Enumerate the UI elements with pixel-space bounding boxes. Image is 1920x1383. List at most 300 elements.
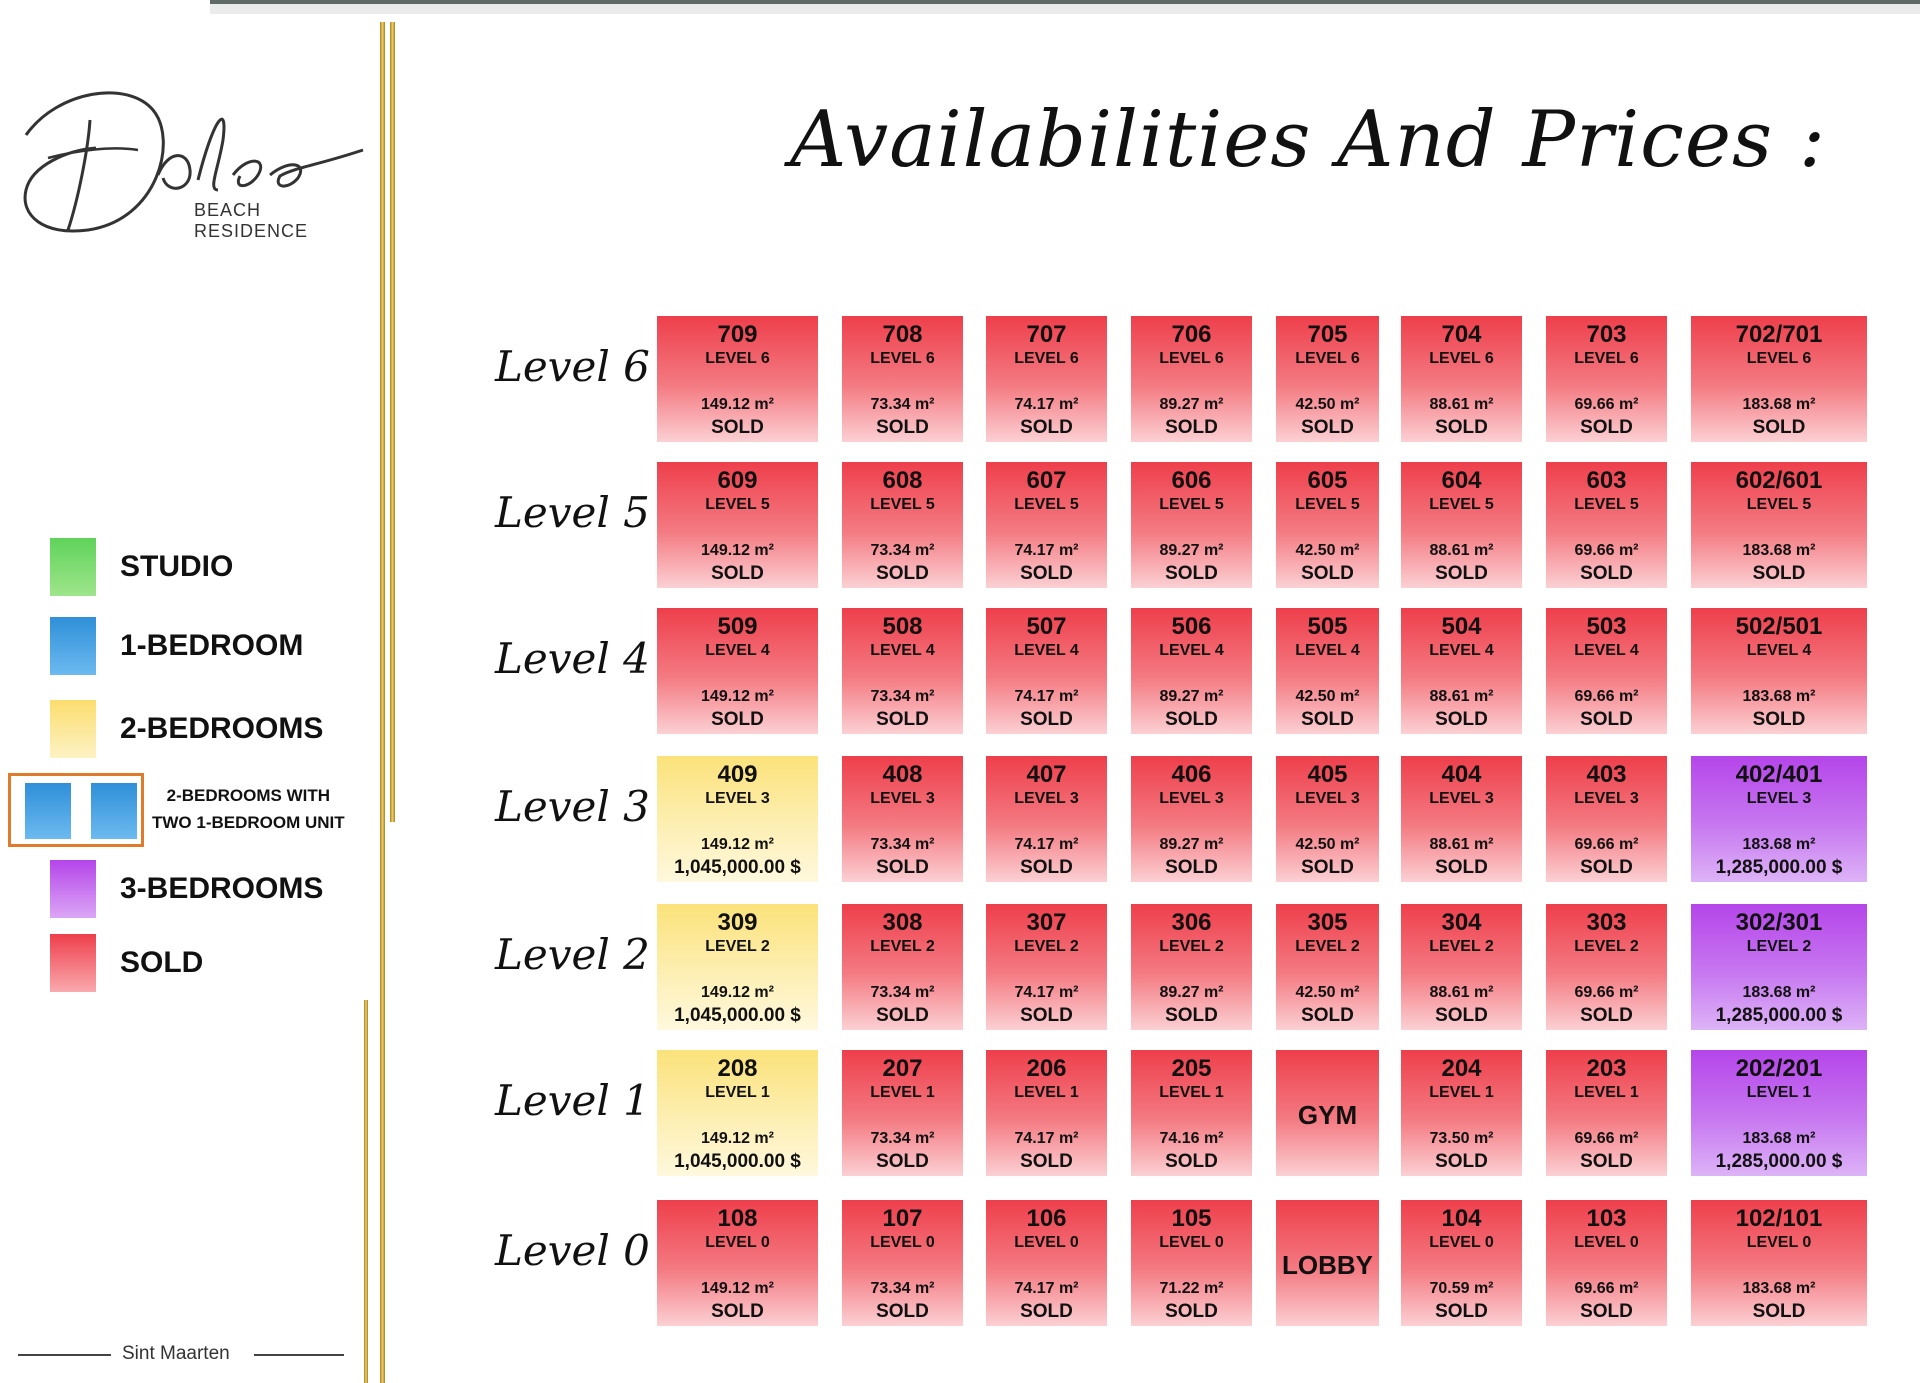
unit-area: 74.17 m² [1014, 396, 1079, 413]
unit-level: LEVEL 4 [1014, 642, 1079, 659]
legend-label: 3-BEDROOMS [120, 872, 324, 905]
unit-area: 183.68 m² [1742, 1280, 1816, 1297]
unit-level: LEVEL 0 [1159, 1234, 1224, 1251]
unit-status: SOLD [711, 563, 764, 584]
unit-number: 107 [882, 1205, 923, 1232]
unit-status: 1,045,000.00 $ [674, 1005, 801, 1026]
unit-area: 73.34 m² [870, 396, 935, 413]
unit-status: 1,045,000.00 $ [674, 857, 801, 878]
unit-status: SOLD [1020, 857, 1073, 878]
unit-area: 42.50 m² [1295, 984, 1360, 1001]
unit-level: LEVEL 4 [1295, 642, 1360, 659]
unit-level: LEVEL 4 [1159, 642, 1224, 659]
unit-number: 105 [1171, 1205, 1212, 1232]
unit-area: 183.68 m² [1742, 542, 1816, 559]
unit-status: 1,285,000.00 $ [1715, 1005, 1843, 1026]
unit-number: 309 [717, 909, 758, 936]
unit-area: 88.61 m² [1429, 984, 1494, 1001]
unit-area: 149.12 m² [701, 688, 774, 705]
unit-level: LEVEL 0 [1746, 1234, 1812, 1251]
unit-area: 183.68 m² [1742, 688, 1816, 705]
unit-number: 709 [717, 321, 758, 348]
unit-cell[interactable] [1691, 904, 1867, 1030]
unit-cell[interactable] [657, 316, 818, 442]
unit-level: LEVEL 1 [1746, 1084, 1812, 1101]
unit-number: 609 [717, 467, 758, 494]
legend-sold [50, 934, 203, 992]
unit-status: SOLD [1301, 857, 1354, 878]
unit-level: LEVEL 4 [870, 642, 935, 659]
unit-level: LEVEL 4 [1429, 642, 1494, 659]
unit-number: 503 [1586, 613, 1627, 640]
unit-number: 403 [1586, 761, 1627, 788]
amenity-cell[interactable] [1276, 1200, 1379, 1326]
unit-cell[interactable] [1546, 608, 1667, 734]
unit-level: LEVEL 6 [1159, 350, 1224, 367]
unit-level: LEVEL 3 [870, 790, 935, 807]
unit-status: SOLD [1301, 563, 1354, 584]
unit-cell[interactable] [986, 1200, 1107, 1326]
unit-area: 74.17 m² [1014, 1280, 1079, 1297]
unit-cell[interactable] [1546, 1200, 1667, 1326]
unit-status: 1,285,000.00 $ [1715, 857, 1843, 878]
unit-number: 708 [882, 321, 923, 348]
unit-area: 42.50 m² [1295, 836, 1360, 853]
unit-number: 705 [1307, 321, 1348, 348]
unit-level: LEVEL 5 [1429, 496, 1494, 513]
unit-status: SOLD [1165, 1151, 1218, 1172]
unit-cell[interactable] [1546, 756, 1667, 882]
unit-cell[interactable] [657, 756, 818, 882]
level-label: Level 0 [495, 1226, 650, 1275]
unit-level: LEVEL 6 [705, 350, 770, 367]
unit-area: 88.61 m² [1429, 836, 1494, 853]
unit-number: 502/501 [1735, 613, 1823, 640]
unit-area: 74.17 m² [1014, 984, 1079, 1001]
unit-number: 106 [1026, 1205, 1067, 1232]
unit-level: LEVEL 3 [1429, 790, 1494, 807]
unit-cell[interactable] [986, 1050, 1107, 1176]
unit-status: SOLD [711, 709, 764, 730]
unit-level: LEVEL 5 [1746, 496, 1812, 513]
unit-status: SOLD [711, 1301, 764, 1322]
unit-cell[interactable] [1131, 608, 1252, 734]
page-title: Availabilities And Prices : [790, 95, 1827, 185]
unit-level: LEVEL 0 [1429, 1234, 1494, 1251]
unit-cell[interactable] [657, 608, 818, 734]
legend-label: STUDIO [120, 550, 234, 583]
unit-level: LEVEL 3 [1295, 790, 1360, 807]
unit-level: LEVEL 2 [705, 938, 770, 955]
unit-cell[interactable] [1131, 756, 1252, 882]
unit-level: LEVEL 5 [1574, 496, 1639, 513]
unit-number: 707 [1026, 321, 1067, 348]
unit-cell[interactable] [1131, 316, 1252, 442]
footer-rule [254, 1354, 344, 1356]
unit-area: 88.61 m² [1429, 396, 1494, 413]
unit-cell[interactable] [1276, 904, 1379, 1030]
unit-cell[interactable] [1276, 316, 1379, 442]
unit-status: SOLD [1020, 417, 1073, 438]
unit-area: 89.27 m² [1159, 688, 1224, 705]
unit-cell[interactable] [842, 904, 963, 1030]
unit-number: 404 [1441, 761, 1482, 788]
unit-cell[interactable] [1546, 316, 1667, 442]
unit-status: SOLD [1580, 709, 1633, 730]
level-label: Level 1 [495, 1076, 650, 1125]
unit-cell[interactable] [842, 608, 963, 734]
unit-status: SOLD [876, 1301, 929, 1322]
unit-status: SOLD [1580, 1301, 1633, 1322]
legend-2-bedrooms [50, 700, 323, 758]
unit-level: LEVEL 0 [705, 1234, 770, 1251]
unit-number: 306 [1171, 909, 1212, 936]
legend-studio [50, 538, 233, 596]
unit-area: 74.17 m² [1014, 836, 1079, 853]
unit-status: SOLD [1752, 1301, 1806, 1322]
unit-number: 208 [717, 1055, 758, 1082]
unit-status: SOLD [1435, 1005, 1488, 1026]
unit-level: LEVEL 2 [1429, 938, 1494, 955]
unit-number: 302/301 [1735, 909, 1823, 936]
footer-rule [18, 1354, 111, 1356]
unit-status: SOLD [1165, 417, 1218, 438]
legend-1-bedroom [50, 617, 303, 675]
unit-status: SOLD [1020, 1301, 1073, 1322]
unit-level: LEVEL 5 [1159, 496, 1224, 513]
unit-area: 69.66 m² [1574, 396, 1639, 413]
unit-status: SOLD [1165, 1301, 1218, 1322]
unit-cell[interactable] [657, 1050, 818, 1176]
unit-level: LEVEL 5 [1295, 496, 1360, 513]
unit-level: LEVEL 2 [1014, 938, 1079, 955]
level-label: Level 4 [495, 634, 650, 683]
unit-status: SOLD [1752, 709, 1806, 730]
unit-status: SOLD [1435, 563, 1488, 584]
legend-combo-swatch [8, 773, 144, 847]
unit-level: LEVEL 5 [870, 496, 935, 513]
unit-area: 73.34 m² [870, 836, 935, 853]
unit-area: 183.68 m² [1742, 396, 1816, 413]
amenity-label: LOBBY [1282, 1250, 1373, 1280]
unit-area: 183.68 m² [1742, 836, 1816, 853]
unit-cell[interactable] [1401, 608, 1522, 734]
unit-level: LEVEL 2 [870, 938, 935, 955]
unit-area: 89.27 m² [1159, 542, 1224, 559]
unit-level: LEVEL 0 [1014, 1234, 1079, 1251]
unit-cell[interactable] [1276, 756, 1379, 882]
unit-number: 303 [1586, 909, 1627, 936]
unit-cell[interactable] [842, 756, 963, 882]
legend-swatch [91, 783, 137, 839]
unit-number: 205 [1171, 1055, 1212, 1082]
unit-area: 69.66 m² [1574, 984, 1639, 1001]
unit-area: 73.34 m² [870, 688, 935, 705]
legend-swatch [50, 934, 96, 992]
unit-number: 605 [1307, 467, 1348, 494]
unit-level: LEVEL 1 [1159, 1084, 1224, 1101]
unit-number: 509 [717, 613, 758, 640]
unit-cell[interactable] [986, 316, 1107, 442]
unit-cell[interactable] [842, 462, 963, 588]
unit-cell[interactable] [1546, 904, 1667, 1030]
unit-level: LEVEL 6 [1429, 350, 1494, 367]
unit-number: 203 [1586, 1055, 1627, 1082]
unit-status: SOLD [1020, 709, 1073, 730]
unit-area: 73.34 m² [870, 984, 935, 1001]
unit-cell[interactable] [657, 1200, 818, 1326]
unit-status: SOLD [1020, 1005, 1073, 1026]
unit-status: SOLD [1165, 857, 1218, 878]
legend-swatch [50, 617, 96, 675]
unit-level: LEVEL 5 [705, 496, 770, 513]
unit-area: 149.12 m² [701, 396, 774, 413]
unit-area: 73.50 m² [1429, 1130, 1494, 1147]
unit-area: 74.17 m² [1014, 688, 1079, 705]
unit-level: LEVEL 6 [1295, 350, 1360, 367]
unit-cell[interactable] [1131, 462, 1252, 588]
legend-swatch [50, 700, 96, 758]
unit-cell[interactable] [842, 1200, 963, 1326]
unit-level: LEVEL 4 [1746, 642, 1812, 659]
unit-cell[interactable] [1691, 608, 1867, 734]
unit-status: SOLD [1435, 1301, 1488, 1322]
gold-divider [390, 22, 395, 822]
unit-number: 402/401 [1735, 761, 1823, 788]
unit-status: SOLD [1435, 417, 1488, 438]
unit-cell[interactable] [986, 756, 1107, 882]
unit-status: SOLD [1580, 417, 1633, 438]
unit-status: SOLD [1165, 563, 1218, 584]
unit-area: 69.66 m² [1574, 836, 1639, 853]
unit-status: SOLD [876, 1151, 929, 1172]
unit-number: 504 [1441, 613, 1482, 640]
unit-area: 74.17 m² [1014, 542, 1079, 559]
unit-cell[interactable] [1546, 1050, 1667, 1176]
unit-number: 103 [1586, 1205, 1627, 1232]
unit-level: LEVEL 2 [1159, 938, 1224, 955]
unit-number: 607 [1026, 467, 1067, 494]
unit-number: 608 [882, 467, 923, 494]
unit-level: LEVEL 2 [1574, 938, 1639, 955]
unit-number: 102/101 [1735, 1205, 1823, 1232]
unit-area: 69.66 m² [1574, 1130, 1639, 1147]
unit-cell[interactable] [1401, 904, 1522, 1030]
unit-status: SOLD [1301, 709, 1354, 730]
unit-status: SOLD [711, 417, 764, 438]
unit-number: 602/601 [1735, 467, 1823, 494]
unit-number: 409 [717, 761, 758, 788]
unit-cell[interactable] [842, 316, 963, 442]
legend-label: SOLD [120, 946, 204, 979]
unit-area: 149.12 m² [701, 984, 774, 1001]
level-label: Level 2 [495, 930, 650, 979]
unit-level: LEVEL 3 [1014, 790, 1079, 807]
legend-combo-label-line2: TWO 1-BEDROOM UNIT [152, 813, 345, 832]
legend-3-bedrooms [50, 860, 323, 918]
unit-status: SOLD [1580, 1005, 1633, 1026]
unit-level: LEVEL 1 [870, 1084, 935, 1101]
unit-number: 104 [1441, 1205, 1482, 1232]
unit-number: 507 [1026, 613, 1067, 640]
unit-number: 406 [1171, 761, 1212, 788]
unit-cell[interactable] [1401, 756, 1522, 882]
unit-status: SOLD [876, 563, 929, 584]
unit-status: SOLD [1580, 563, 1633, 584]
unit-area: 74.17 m² [1014, 1130, 1079, 1147]
unit-area: 74.16 m² [1159, 1130, 1224, 1147]
unit-area: 89.27 m² [1159, 836, 1224, 853]
unit-cell[interactable] [1401, 462, 1522, 588]
unit-number: 206 [1026, 1055, 1067, 1082]
unit-cell[interactable] [1131, 904, 1252, 1030]
unit-area: 69.66 m² [1574, 1280, 1639, 1297]
unit-level: LEVEL 3 [1574, 790, 1639, 807]
unit-area: 149.12 m² [701, 1130, 774, 1147]
unit-number: 308 [882, 909, 923, 936]
unit-cell[interactable] [842, 1050, 963, 1176]
level-label: Level 5 [495, 488, 650, 537]
unit-status: SOLD [876, 709, 929, 730]
gold-divider [380, 22, 385, 1383]
level-label: Level 6 [495, 342, 650, 391]
unit-status: SOLD [876, 417, 929, 438]
legend-combo-label-line1: 2-BEDROOMS WITH [166, 786, 331, 805]
unit-cell[interactable] [1401, 316, 1522, 442]
unit-cell[interactable] [1401, 1200, 1522, 1326]
unit-number: 202/201 [1735, 1055, 1823, 1082]
unit-area: 149.12 m² [701, 836, 774, 853]
unit-number: 603 [1586, 467, 1627, 494]
legend-swatch [50, 860, 96, 918]
level-label: Level 3 [495, 782, 650, 831]
unit-cell[interactable] [657, 462, 818, 588]
unit-cell[interactable] [1401, 1050, 1522, 1176]
unit-level: LEVEL 0 [870, 1234, 935, 1251]
top-strip [210, 0, 1920, 20]
unit-number: 702/701 [1735, 321, 1823, 348]
unit-status: SOLD [1435, 709, 1488, 730]
unit-cell[interactable] [986, 462, 1107, 588]
footer-location: Sint Maarten [122, 1343, 230, 1364]
unit-area: 183.68 m² [1742, 1130, 1816, 1147]
unit-number: 703 [1586, 321, 1627, 348]
legend-label: 2-BEDROOMS [120, 712, 324, 745]
unit-number: 408 [882, 761, 923, 788]
unit-status: SOLD [1165, 1005, 1218, 1026]
unit-level: LEVEL 6 [1574, 350, 1639, 367]
unit-number: 207 [882, 1055, 923, 1082]
unit-status: SOLD [1752, 563, 1806, 584]
unit-status: 1,045,000.00 $ [674, 1151, 801, 1172]
unit-status: SOLD [1435, 1151, 1488, 1172]
unit-number: 505 [1307, 613, 1348, 640]
unit-status: SOLD [1435, 857, 1488, 878]
unit-level: LEVEL 4 [1574, 642, 1639, 659]
unit-status: SOLD [1580, 857, 1633, 878]
unit-area: 70.59 m² [1429, 1280, 1494, 1297]
unit-area: 73.34 m² [870, 1280, 935, 1297]
unit-cell[interactable] [1276, 608, 1379, 734]
unit-cell[interactable] [1691, 316, 1867, 442]
unit-cell[interactable] [1691, 1050, 1867, 1176]
unit-number: 508 [882, 613, 923, 640]
unit-cell[interactable] [1691, 756, 1867, 882]
unit-number: 604 [1441, 467, 1482, 494]
gold-divider [364, 1000, 368, 1383]
unit-cell[interactable] [1276, 462, 1379, 588]
unit-status: SOLD [1301, 1005, 1354, 1026]
amenity-label: GYM [1297, 1100, 1358, 1130]
amenity-cell[interactable] [1276, 1050, 1379, 1176]
unit-level: LEVEL 1 [705, 1084, 770, 1101]
unit-status: SOLD [1580, 1151, 1633, 1172]
legend-swatch [50, 538, 96, 596]
unit-level: LEVEL 6 [1014, 350, 1079, 367]
unit-cell[interactable] [986, 608, 1107, 734]
unit-cell[interactable] [1131, 1050, 1252, 1176]
unit-area: 89.27 m² [1159, 984, 1224, 1001]
unit-number: 506 [1171, 613, 1212, 640]
unit-status: SOLD [876, 1005, 929, 1026]
unit-area: 69.66 m² [1574, 688, 1639, 705]
unit-area: 88.61 m² [1429, 688, 1494, 705]
unit-level: LEVEL 3 [1159, 790, 1224, 807]
unit-number: 204 [1441, 1055, 1482, 1082]
unit-cell[interactable] [1546, 462, 1667, 588]
unit-area: 71.22 m² [1159, 1280, 1224, 1297]
unit-level: LEVEL 0 [1574, 1234, 1639, 1251]
unit-number: 108 [717, 1205, 758, 1232]
unit-cell[interactable] [1691, 462, 1867, 588]
unit-cell[interactable] [1131, 1200, 1252, 1326]
unit-level: LEVEL 5 [1014, 496, 1079, 513]
unit-number: 704 [1441, 321, 1482, 348]
unit-status: 1,285,000.00 $ [1715, 1151, 1843, 1172]
unit-level: LEVEL 2 [1746, 938, 1812, 955]
unit-cell[interactable] [986, 904, 1107, 1030]
unit-area: 149.12 m² [701, 542, 774, 559]
unit-area: 42.50 m² [1295, 542, 1360, 559]
unit-number: 405 [1307, 761, 1348, 788]
unit-level: LEVEL 3 [705, 790, 770, 807]
unit-level: LEVEL 1 [1429, 1084, 1494, 1101]
unit-area: 73.34 m² [870, 1130, 935, 1147]
unit-status: SOLD [1752, 417, 1806, 438]
unit-area: 89.27 m² [1159, 396, 1224, 413]
unit-level: LEVEL 1 [1014, 1084, 1079, 1101]
unit-number: 407 [1026, 761, 1067, 788]
unit-level: LEVEL 3 [1746, 790, 1812, 807]
legend-combo-label [152, 782, 345, 836]
brand-logo [18, 80, 368, 240]
unit-number: 606 [1171, 467, 1212, 494]
unit-area: 183.68 m² [1742, 984, 1816, 1001]
unit-cell[interactable] [1691, 1200, 1867, 1326]
brand-subtitle: BEACH RESIDENCE [194, 200, 309, 241]
unit-number: 305 [1307, 909, 1348, 936]
unit-area: 69.66 m² [1574, 542, 1639, 559]
unit-status: SOLD [876, 857, 929, 878]
unit-cell[interactable] [657, 904, 818, 1030]
unit-level: LEVEL 4 [705, 642, 770, 659]
unit-number: 706 [1171, 321, 1212, 348]
unit-status: SOLD [1301, 417, 1354, 438]
unit-level: LEVEL 2 [1295, 938, 1360, 955]
unit-area: 73.34 m² [870, 542, 935, 559]
unit-area: 42.50 m² [1295, 688, 1360, 705]
unit-level: LEVEL 6 [1746, 350, 1812, 367]
